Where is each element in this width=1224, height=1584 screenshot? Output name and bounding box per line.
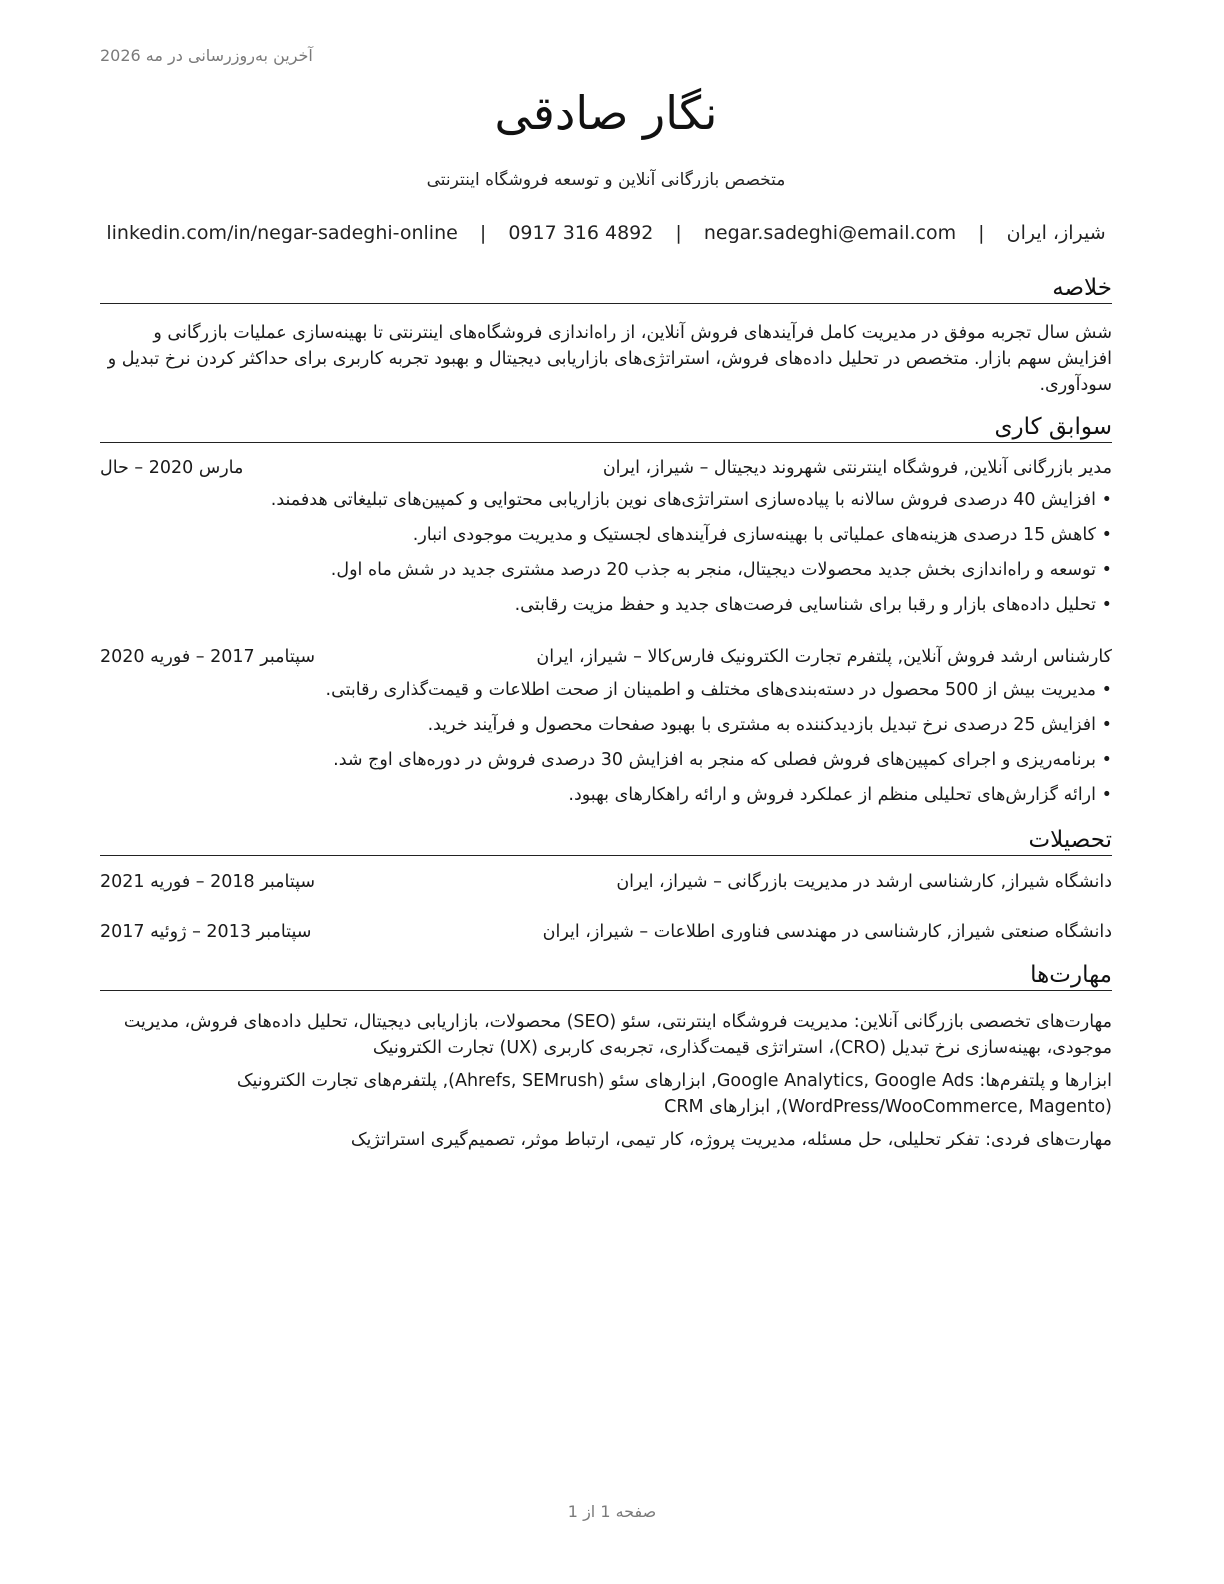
bullet-dot-icon: • xyxy=(1101,680,1112,700)
section-title-education: تحصیلات xyxy=(100,827,1112,856)
resume-page xyxy=(100,0,1112,1584)
skills-line: مهارت‌های تخصصی بازرگانی آنلاین: مدیریت فروشگاه اینترنتی، سئو (SEO) محصولات، بازاریابی دیجیتال، تحلیل داده‌های فروش، مدیریت موجودی، بهینه‌سازی نرخ تبدیل (CRO)، استراتژی قیمت‌گذاری، تجربه‌ی کاربری (UX) تجارت الکترونیک xyxy=(123,1012,1112,1058)
section-title-experience: سوابق کاری xyxy=(100,414,1112,443)
section-title-summary: خلاصه xyxy=(100,275,1112,304)
bullet-dot-icon: • xyxy=(1101,595,1112,615)
job-bullet: •توسعه و راه‌اندازی بخش جدید محصولات دیجیتال، منجر به جذب 20 درصد مشتری جدید در شش ماه اول. xyxy=(100,557,1112,592)
bullet-dot-icon: • xyxy=(1101,525,1112,545)
summary-text: شش سال تجربه موفق در مدیریت کامل فرآیندهای فروش آنلاین، از راه‌اندازی فروشگاه‌های اینترنتی تا بهینه‌سازی عملیات بازرگانی و افزایش سهم بازار. متخصص در تحلیل داده‌های فروش، استراتژی‌های بازاریابی دیجیتال و بهبود تجربه کاربری برای حداکثر کردن نرخ تبدیل و سودآوری. xyxy=(107,323,1112,395)
bullet-dot-icon: • xyxy=(1101,715,1112,735)
job-bullet: •مدیریت بیش از 500 محصول در دسته‌بندی‌های مختلف و اطمینان از صحت اطلاعات و قیمت‌گذاری رقابتی. xyxy=(100,677,1112,712)
job-bullet: •کاهش 15 درصدی هزینه‌های عملیاتی با بهینه‌سازی فرآیندهای لجستیک و مدیریت موجودی انبار. xyxy=(100,522,1112,557)
page-number: صفحه 1 از 1 xyxy=(567,1502,657,1521)
education-dates: سپتامبر 2018 – فوریه 2021 xyxy=(100,872,316,892)
job-heading-row xyxy=(100,647,1112,673)
education-heading: دانشگاه شیراز, کارشناسی ارشد در مدیریت بازرگانی – شیراز، ایران xyxy=(616,872,1112,892)
contact-linkedin[interactable]: linkedin.com/in/negar-sadeghi-online xyxy=(106,222,458,244)
contact-phone[interactable]: 0917 316 4892 xyxy=(508,222,654,244)
contact-email[interactable]: negar.sadeghi@email.com xyxy=(703,222,957,244)
skills-line: ابزارها و پلتفرم‌ها: Google Analytics, Google Ads, ابزارهای سئو (Ahrefs, SEMrush), پلتفرم‌های تجارت الکترونیک (WordPress/WooCommerce, Magento), ابزارهای CRM xyxy=(236,1071,1112,1117)
contact-separator: | xyxy=(978,222,985,244)
job-title: کارشناس ارشد فروش آنلاین, پلتفرم تجارت الکترونیک فارس‌کالا – شیراز، ایران xyxy=(536,647,1112,667)
job-bullet: •ارائه گزارش‌های تحلیلی منظم از عملکرد فروش و ارائه راهکارهای بهبود. xyxy=(100,782,1112,817)
section-title-skills: مهارت‌ها xyxy=(100,962,1112,991)
last-updated-note: آخرین به‌روزرسانی در مه 2026 xyxy=(100,46,313,65)
candidate-name: نگار صادقی xyxy=(494,86,718,140)
job-bullet: •برنامه‌ریزی و اجرای کمپین‌های فروش فصلی که منجر به افزایش 30 درصدی فروش در دوره‌های اوج شد. xyxy=(100,747,1112,782)
job-bullet: •تحلیل داده‌های بازار و رقبا برای شناسایی فرصت‌های جدید و حفظ مزیت رقابتی. xyxy=(100,592,1112,627)
job-bullet-list xyxy=(100,677,1112,817)
bullet-dot-icon: • xyxy=(1101,750,1112,770)
job-bullet: •افزایش 25 درصدی نرخ تبدیل بازدیدکننده به مشتری با بهبود صفحات محصول و فرآیند خرید. xyxy=(100,712,1112,747)
bullet-dot-icon: • xyxy=(1101,785,1112,805)
job-dates: سپتامبر 2017 – فوریه 2020 xyxy=(100,647,316,667)
bullet-dot-icon: • xyxy=(1101,490,1112,510)
contact-separator: | xyxy=(675,222,682,244)
job-dates: مارس 2020 – حال xyxy=(100,458,244,478)
bullet-dot-icon: • xyxy=(1101,560,1112,580)
contact-location: شیراز، ایران xyxy=(1006,222,1106,244)
job-bullet-list xyxy=(100,487,1112,627)
contact-line xyxy=(100,222,1112,244)
job-bullet: •افزایش 40 درصدی فروش سالانه با پیاده‌سازی استراتژی‌های نوین بازاریابی محتوایی و کمپین‌های تبلیغاتی هدفمند. xyxy=(100,487,1112,522)
education-row xyxy=(100,872,1112,898)
education-dates: سپتامبر 2013 – ژوئیه 2017 xyxy=(100,922,312,942)
candidate-headline: متخصص بازرگانی آنلاین و توسعه فروشگاه اینترنتی xyxy=(426,170,786,190)
education-row xyxy=(100,922,1112,948)
job-heading-row xyxy=(100,458,1112,484)
job-title: مدیر بازرگانی آنلاین, فروشگاه اینترنتی شهروند دیجیتال – شیراز، ایران xyxy=(602,458,1112,478)
skills-line: مهارت‌های فردی: تفکر تحلیلی، حل مسئله، مدیریت پروژه، کار تیمی، ارتباط موثر، تصمیم‌گیری استراتژیک xyxy=(350,1130,1112,1150)
education-heading: دانشگاه صنعتی شیراز, کارشناسی در مهندسی فناوری اطلاعات – شیراز، ایران xyxy=(542,922,1112,942)
contact-separator: | xyxy=(479,222,487,244)
